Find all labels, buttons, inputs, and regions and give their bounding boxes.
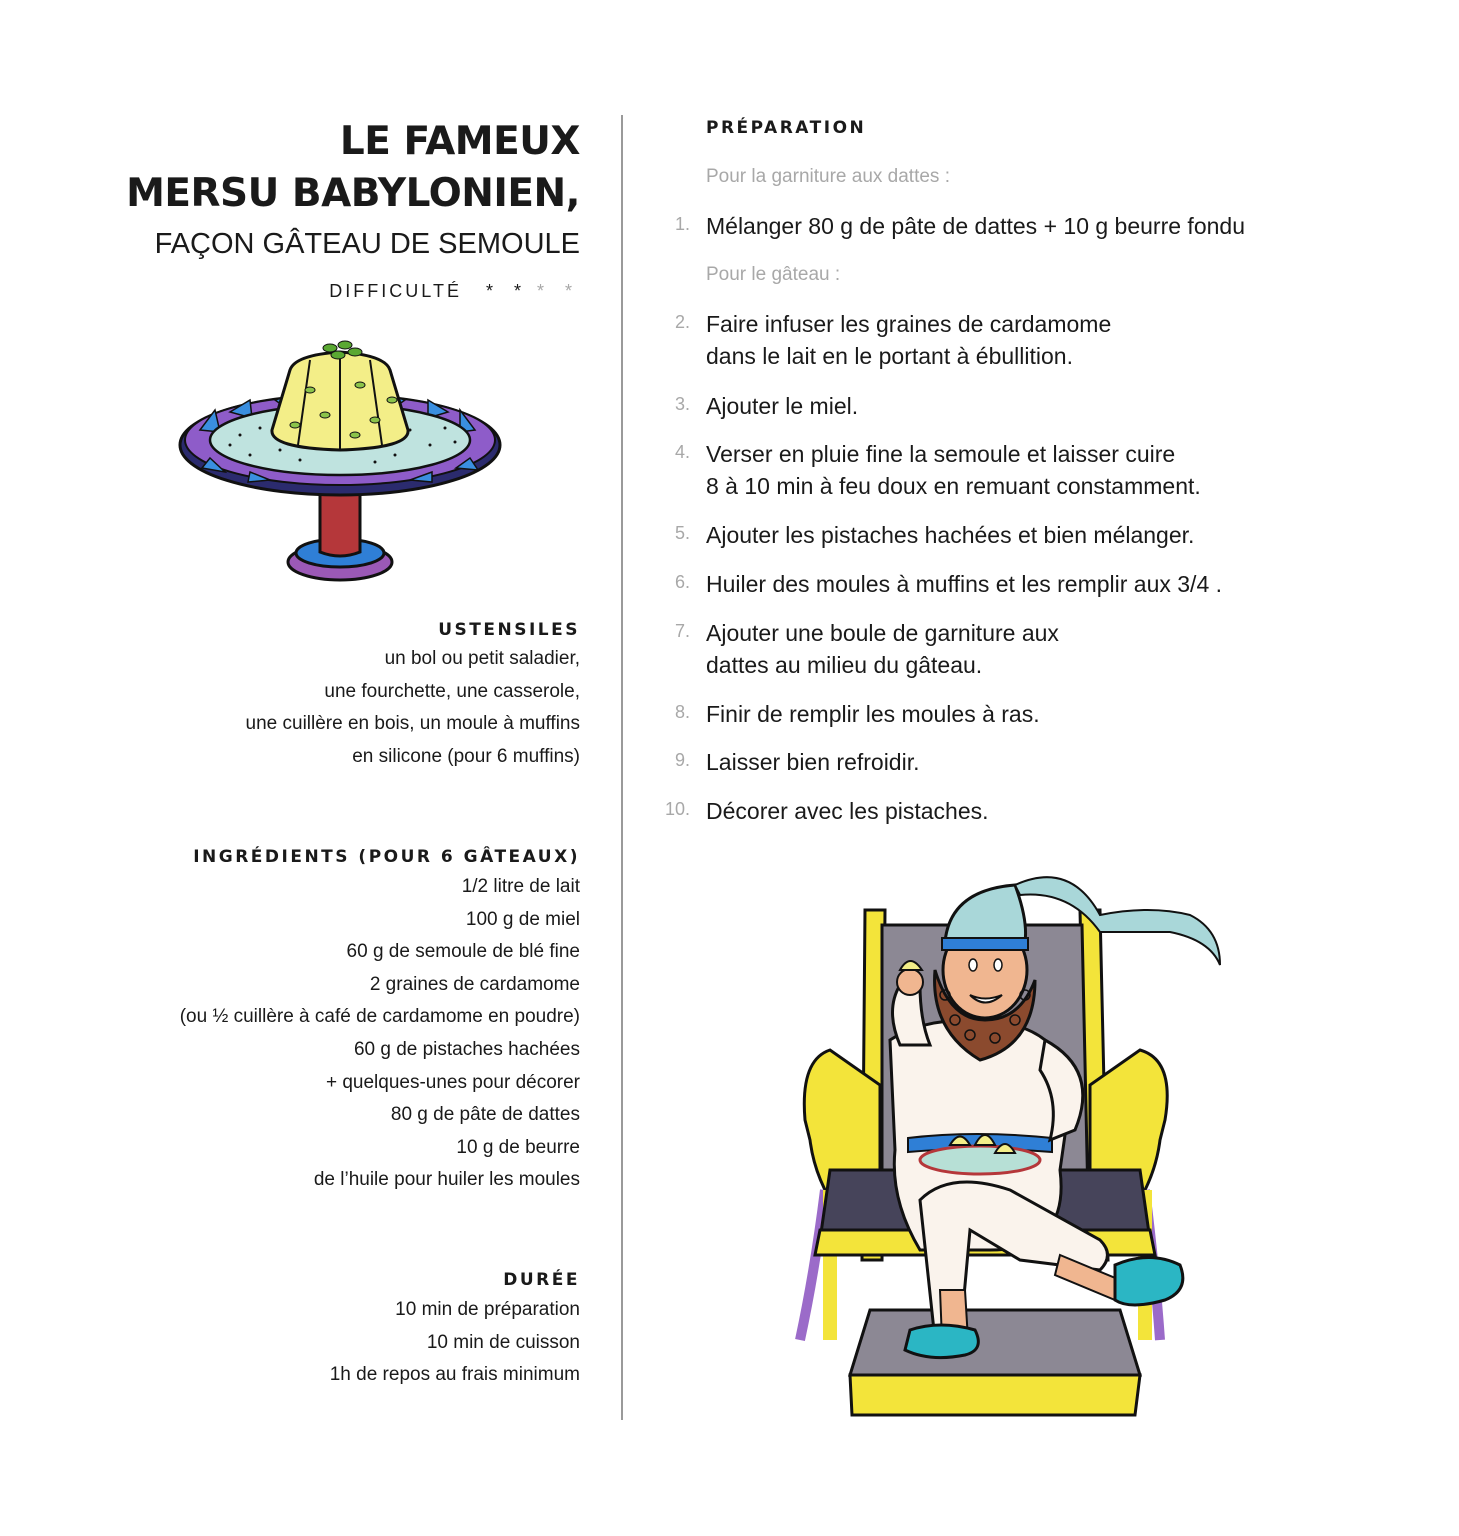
- step-text: Ajouter une boule de garniture aux dattes au milieu du gâteau.: [706, 620, 1059, 678]
- ustensiles-heading: USTENSILES: [438, 620, 580, 640]
- title-line-1: LE FAMEUX: [339, 119, 580, 164]
- difficulty-stars-filled: * *: [485, 281, 529, 301]
- ingredients-section: [180, 847, 580, 1197]
- preparation-sublabel-cake: Pour le gâteau :: [706, 264, 841, 285]
- step-text: Verser en pluie fine la semoule et laisser cuire 8 à 10 min à feu doux en remuant constamment.: [706, 441, 1201, 499]
- step-number: 2.: [674, 312, 690, 332]
- ustensiles-section: [246, 620, 580, 773]
- babylonian-king-illustration: [770, 870, 1300, 1435]
- difficulty-label: DIFFICULTÉ: [329, 281, 462, 301]
- ingredient-line: 100 g de miel: [465, 908, 580, 930]
- step-number: 4.: [674, 442, 690, 462]
- ustensiles-line: une cuillère en bois, un moule à muffins: [245, 713, 580, 735]
- step-number: 5.: [674, 523, 690, 543]
- step-number: 3.: [674, 394, 690, 414]
- king-on-throne-icon: [770, 870, 1300, 1430]
- step-text: Finir de remplir les moules à ras.: [706, 701, 1040, 727]
- title-line-2: MERSU BABYLONIEN,: [126, 171, 580, 216]
- difficulty-rating: [329, 281, 580, 302]
- step-text: Ajouter le miel.: [706, 393, 859, 419]
- ingredient-line: (ou ½ cuillère à café de cardamome en poudre): [179, 1006, 580, 1028]
- subtitle: FAÇON GÂTEAU DE SEMOULE: [154, 228, 580, 260]
- step-number: 1.: [674, 214, 690, 234]
- step-number: 7.: [674, 621, 690, 641]
- ingredient-line: 2 graines de cardamome: [369, 973, 580, 995]
- ingredient-line: + quelques-unes pour décorer: [325, 1071, 580, 1093]
- semolina-cake-illustration: [170, 330, 510, 600]
- step-text: Décorer avec les pistaches.: [706, 798, 989, 824]
- ingredient-line: 10 g de beurre: [456, 1136, 580, 1158]
- duree-line: 10 min de cuisson: [426, 1331, 580, 1353]
- preparation-sublabel-dates: Pour la garniture aux dattes :: [706, 166, 950, 187]
- duree-line: 1h de repos au frais minimum: [329, 1364, 580, 1386]
- ustensiles-line: un bol ou petit saladier,: [384, 648, 580, 669]
- step-text: Faire infuser les graines de cardamome dans le lait en le portant à ébullition.: [706, 311, 1112, 369]
- duree-section: [330, 1270, 580, 1392]
- ustensiles-line: en silicone (pour 6 muffins): [352, 745, 580, 767]
- column-divider: [621, 115, 623, 1420]
- ingredient-line: de l’huile pour huiler les moules: [313, 1169, 580, 1191]
- step-text: Laisser bien refroidir.: [706, 749, 920, 775]
- ingredient-line: 1/2 litre de lait: [461, 876, 580, 897]
- step-text: Ajouter les pistaches hachées et bien mélanger.: [706, 522, 1195, 548]
- ingredients-heading: INGRÉDIENTS (POUR 6 GÂTEAUX): [193, 847, 580, 867]
- step-number: 6.: [674, 572, 690, 592]
- difficulty-stars-empty: * *: [536, 281, 580, 301]
- step-text: Mélanger 80 g de pâte de dattes + 10 g beurre fondu: [706, 213, 1245, 239]
- ustensiles-line: une fourchette, une casserole,: [324, 680, 580, 702]
- ingredient-line: 60 g de pistaches hachées: [353, 1038, 580, 1060]
- step-number: 9.: [674, 750, 690, 770]
- cake-stand-icon: [170, 330, 510, 595]
- step-number: 10.: [664, 799, 690, 819]
- step-text: Huiler des moules à muffins et les remplir aux 3/4 .: [706, 571, 1223, 597]
- preparation-heading: PRÉPARATION: [706, 118, 867, 138]
- duree-line: 10 min de préparation: [395, 1299, 580, 1320]
- ingredient-line: 60 g de semoule de blé fine: [346, 941, 580, 963]
- duree-heading: DURÉE: [503, 1270, 580, 1290]
- step-number: 8.: [674, 702, 690, 722]
- ingredient-line: 80 g de pâte de dattes: [390, 1104, 580, 1126]
